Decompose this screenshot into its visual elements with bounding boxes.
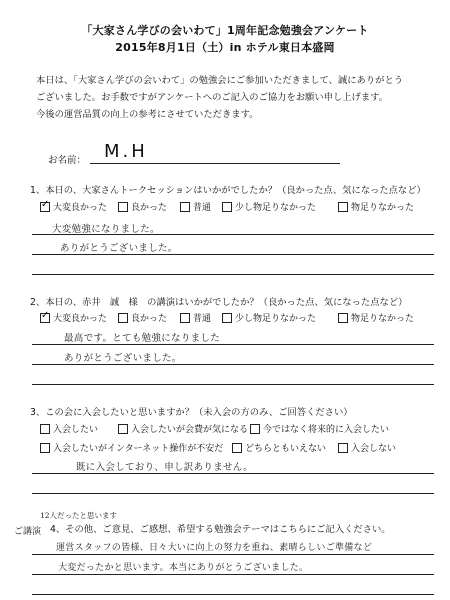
question-1: 1、本日の、大家さんトークセッションはいかがでしたか？（良かった点、気になった点など） [30, 185, 426, 196]
q2-option-normal[interactable] [180, 311, 211, 324]
checkbox[interactable] [118, 313, 128, 323]
q3-option-join-later[interactable] [250, 422, 389, 435]
q1-option-good[interactable] [118, 200, 167, 213]
option-label: 物足りなかった [351, 314, 415, 324]
q1-answer-line: 大変勉強になりました。 [52, 224, 160, 235]
option-label: 少し物足りなかった [235, 203, 317, 213]
option-label: 入会したいがインターネット操作が不安だ [53, 444, 224, 454]
option-label: 物足りなかった [351, 203, 415, 213]
q1-option-normal[interactable] [180, 200, 211, 213]
checkbox-checked[interactable] [40, 202, 50, 212]
question-3: 3、この会に入会したいと思いますか？（未入会の方のみ、ご回答ください） [30, 407, 353, 418]
option-label: 今ではなく将来的に入会したい [263, 425, 390, 435]
q3-option-fee-concern[interactable] [118, 422, 248, 435]
q1-option-very-good[interactable] [40, 200, 107, 213]
q2-option-lacking[interactable] [338, 311, 414, 324]
name-value[interactable]: M.H [104, 141, 148, 162]
option-label: 良かった [131, 314, 168, 324]
q4-handwritten-note: 12人だったと思います [40, 511, 118, 520]
name-underline [90, 163, 340, 164]
intro-line: 本日は、「大家さん学びの会いわて」の勉強会にご参加いただきまして、誠にありがとう [36, 75, 404, 86]
q3-option-join[interactable] [40, 422, 98, 435]
answer-rule [32, 554, 434, 555]
option-label: 入会したい [53, 425, 99, 435]
answer-rule [32, 254, 434, 255]
intro-text [36, 72, 436, 123]
option-label: どちらともいえない [245, 444, 327, 454]
answer-rule [32, 594, 434, 595]
checkbox[interactable] [180, 202, 190, 212]
q2-answer-line: ありがとうございました。 [64, 353, 182, 364]
answer-rule [32, 574, 434, 575]
answer-rule [32, 384, 434, 385]
checkbox[interactable] [180, 313, 190, 323]
option-label: 良かった [131, 203, 168, 213]
checkbox[interactable] [118, 202, 128, 212]
checkbox[interactable] [222, 313, 232, 323]
checkbox[interactable] [118, 424, 128, 434]
option-label: 大変良かった [53, 314, 108, 324]
option-label: 大変良かった [53, 203, 108, 213]
q4-answer-line: 大変だったかと思います。本当にありがとうございました。 [58, 563, 309, 573]
q1-option-slightly-lacking[interactable] [222, 200, 316, 213]
answer-rule [32, 473, 434, 474]
checkbox-checked[interactable] [40, 313, 50, 323]
checkbox[interactable] [40, 424, 50, 434]
answer-rule [32, 344, 434, 345]
q3-option-no-join[interactable] [338, 441, 396, 454]
checkbox[interactable] [338, 313, 348, 323]
q4-side-note: ご講演 [14, 527, 42, 537]
q3-option-undecided[interactable] [232, 441, 326, 454]
q3-answer-line: 既に入会しており、申し訳ありません。 [76, 462, 253, 473]
q3-option-internet-worry[interactable] [40, 441, 223, 454]
answer-rule [32, 493, 434, 494]
name-label: お名前： [48, 155, 87, 166]
intro-line: ございました。お手数ですがアンケートへのご記入のご協力をお願い申し上げます。 [36, 92, 388, 103]
question-4: 4、その他、ご意見、ご感想、希望する勉強会テーマはこちらにご記入ください。 [50, 524, 391, 535]
q2-answer-line: 最高です。とても勉強になりました [64, 333, 221, 344]
checkbox[interactable] [232, 443, 242, 453]
q1-answer-line: ありがとうございました。 [60, 243, 178, 254]
q1-option-lacking[interactable] [338, 200, 414, 213]
intro-line: 今後の運営品質の向上の参考にさせていただきます。 [36, 109, 259, 120]
q2-option-very-good[interactable] [40, 311, 107, 324]
q2-option-good[interactable] [118, 311, 167, 324]
answer-rule [32, 364, 434, 365]
question-2: 2、本日の、赤井 誠 様 の講演はいかがでしたか？（良かった点、気になった点など） [30, 297, 408, 308]
answer-rule [32, 274, 434, 275]
q2-option-slightly-lacking[interactable] [222, 311, 316, 324]
option-label: 入会しない [351, 444, 397, 454]
survey-title: 「大家さん学びの会いわて」1周年記念勉強会アンケート [81, 24, 369, 37]
checkbox[interactable] [338, 443, 348, 453]
survey-subtitle: 2015年8月1日（土）in ホテル東日本盛岡 [115, 41, 335, 54]
option-label: 少し物足りなかった [235, 314, 317, 324]
q4-answer-line: 運営スタッフの皆様、日々大いに向上の努力を重ね、素晴らしいご準備など [56, 543, 373, 553]
checkbox[interactable] [40, 443, 50, 453]
answer-rule [32, 234, 434, 235]
option-label: 入会したいが会費が気になる [131, 425, 249, 435]
option-label: 普通 [193, 203, 212, 213]
option-label: 普通 [193, 314, 212, 324]
checkbox[interactable] [222, 202, 232, 212]
checkbox[interactable] [338, 202, 348, 212]
checkbox[interactable] [250, 424, 260, 434]
